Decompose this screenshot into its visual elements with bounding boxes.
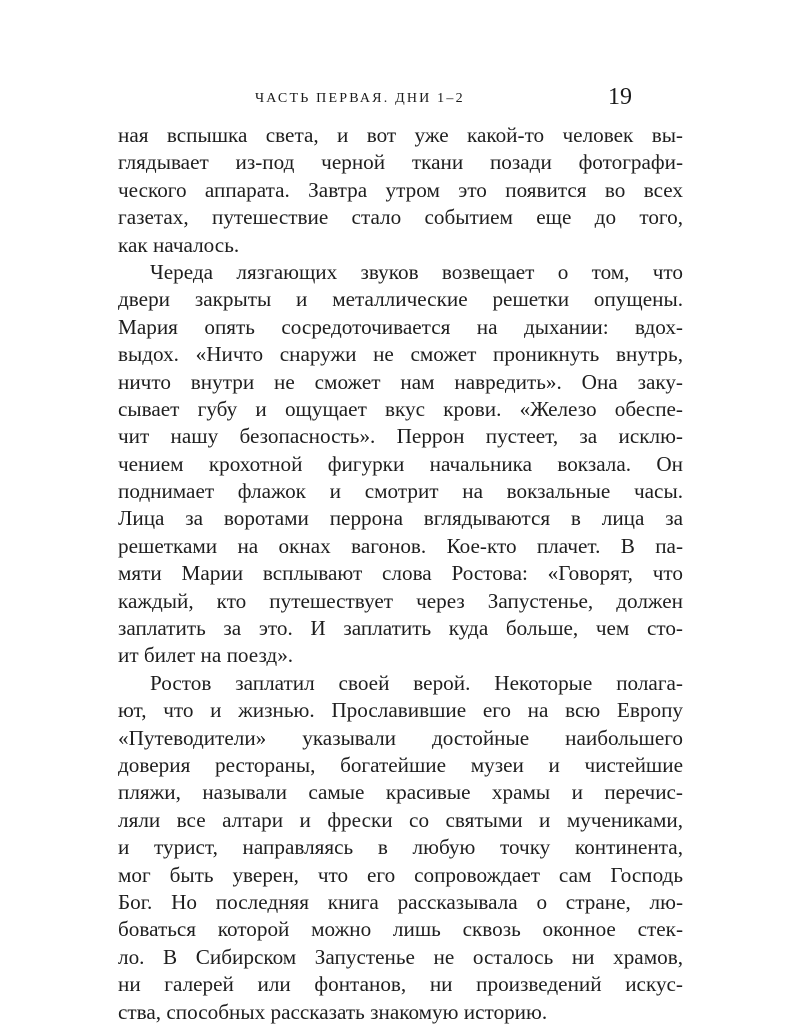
- text-line: Череда лязгающих звуков возвещает о том, что: [150, 259, 683, 284]
- text-line: Ростов заплатил своей верой. Некоторые полага-: [150, 670, 683, 695]
- text-line: и турист, направляясь в любую точку континента,: [118, 835, 683, 860]
- text-line: двери закрыты и металлические решетки опущены.: [118, 287, 683, 312]
- text-line: выдох. «Ничто снаружи не сможет проникнуть внутрь,: [118, 342, 683, 367]
- text-line: ничто внутри не сможет нам навредить». Она заку-: [118, 369, 683, 394]
- text-line: ит билет на поезд».: [118, 643, 294, 668]
- paragraph: [118, 122, 683, 259]
- text-line: чит нашу безопасность». Перрон пустеет, за исклю-: [118, 424, 683, 449]
- text-line: как началось.: [118, 232, 240, 257]
- body-text: [118, 122, 683, 1026]
- text-line: мог быть уверен, что его сопровождает сам Господь: [118, 862, 683, 887]
- text-line: каждый, кто путешествует через Запустенье, должен: [118, 588, 683, 613]
- text-line: ляли все алтари и фрески со святыми и мучениками,: [118, 807, 683, 832]
- text-line: сывает губу и ощущает вкус крови. «Железо обеспе-: [118, 396, 683, 421]
- text-line: ства, способных рассказать знакомую историю.: [118, 999, 548, 1024]
- text-line: доверия рестораны, богатейшие музеи и чистейшие: [118, 752, 683, 777]
- text-line: ная вспышка света, и вот уже какой-то человек вы-: [118, 123, 683, 147]
- text-line: Лица за воротами перрона вглядываются в лица за: [118, 506, 683, 531]
- text-line: глядывает из-под черной ткани позади фотографи-: [118, 150, 683, 175]
- running-head: ЧАСТЬ ПЕРВАЯ. ДНИ 1–2: [255, 91, 465, 106]
- text-line: ло. В Сибирском Запустенье не осталось ни храмов,: [118, 944, 683, 969]
- text-line: чением крохотной фигурки начальника вокзала. Он: [118, 451, 683, 476]
- text-line: «Путеводители» указывали достойные наибольшего: [118, 725, 683, 750]
- text-line: ни галерей или фонтанов, ни произведений искус-: [118, 972, 683, 997]
- paragraph: [118, 259, 683, 670]
- text-line: Мария опять сосредоточивается на дыхании: вдох-: [118, 314, 683, 339]
- text-line: боваться которой можно лишь сквозь оконное стек-: [118, 917, 683, 942]
- text-line: газетах, путешествие стало событием еще до того,: [118, 205, 683, 230]
- text-line: ческого аппарата. Завтра утром это появится во всех: [118, 177, 683, 202]
- text-line: решетками на окнах вагонов. Кое-кто плачет. В па-: [118, 533, 683, 558]
- text-line: мяти Марии всплывают слова Ростова: «Говорят, что: [118, 561, 683, 586]
- text-line: поднимает флажок и смотрит на вокзальные часы.: [118, 479, 683, 504]
- paragraph: [118, 670, 683, 1026]
- text-line: Бог. Но последняя книга рассказывала о стране, лю-: [118, 889, 683, 914]
- page-number: 19: [608, 84, 632, 110]
- text-line: пляжи, называли самые красивые храмы и перечис-: [118, 780, 683, 805]
- text-line: ют, что и жизнью. Прославившие его на всю Европу: [118, 698, 683, 723]
- text-line: заплатить за это. И заплатить куда больше, чем сто-: [118, 616, 683, 641]
